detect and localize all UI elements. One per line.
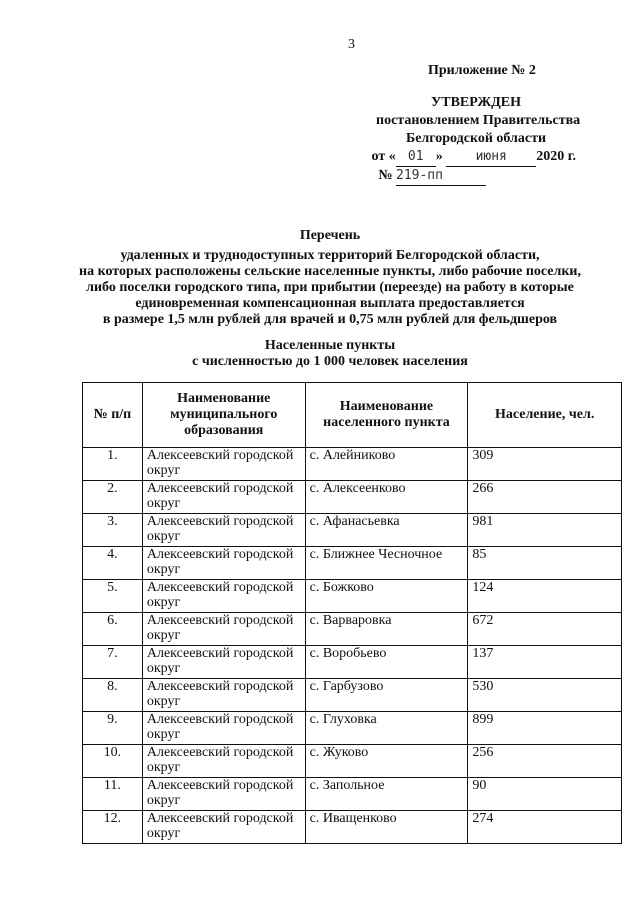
date-year: 2020 г.: [536, 149, 576, 164]
cell-number: 3.: [83, 514, 143, 547]
cell-number: 12.: [83, 811, 143, 844]
table-subtitle: [40, 338, 620, 370]
cell-municipality: Алексеевский городской округ: [142, 811, 305, 844]
cell-number: 9.: [83, 712, 143, 745]
document-title: [40, 228, 620, 328]
header-number: № п/п: [83, 383, 143, 448]
approval-line1: постановлением Правительства: [376, 113, 581, 128]
settlements-table: [82, 382, 622, 844]
title-line: Перечень: [299, 228, 361, 243]
header-settlement: Наименование населенного пункта: [305, 383, 468, 448]
cell-number: 10.: [83, 745, 143, 778]
cell-municipality: Алексеевский городской округ: [142, 778, 305, 811]
approval-date: [276, 148, 576, 167]
cell-settlement: с. Воробьево: [305, 646, 468, 679]
cell-population: 672: [468, 613, 622, 646]
cell-number: 5.: [83, 580, 143, 613]
table-header-row: [83, 383, 622, 448]
cell-population: 256: [468, 745, 622, 778]
table-row: [83, 811, 622, 844]
decree-number: 219-пп: [396, 167, 486, 186]
cell-population: 266: [468, 481, 622, 514]
cell-settlement: с. Гарбузово: [305, 679, 468, 712]
cell-municipality: Алексеевский городской округ: [142, 613, 305, 646]
date-prefix: от «: [371, 149, 396, 164]
cell-settlement: с. Варваровка: [305, 613, 468, 646]
cell-population: 124: [468, 580, 622, 613]
cell-settlement: с. Алексеенково: [305, 481, 468, 514]
table-row: [83, 646, 622, 679]
cell-number: 1.: [83, 448, 143, 481]
table-row: [83, 745, 622, 778]
title-line: удаленных и труднодоступных территорий Белгородской области,: [120, 248, 540, 263]
cell-settlement: с. Запольное: [305, 778, 468, 811]
cell-number: 6.: [83, 613, 143, 646]
approval-heading: УТВЕРЖДЕН: [430, 95, 522, 110]
date-month: июня: [446, 148, 536, 167]
cell-municipality: Алексеевский городской округ: [142, 481, 305, 514]
number-prefix: №: [378, 168, 393, 183]
cell-population: 899: [468, 712, 622, 745]
subtitle-line: с численностью до 1 000 человек населения: [192, 354, 468, 369]
date-day: 01: [396, 148, 436, 167]
table-row: [83, 547, 622, 580]
cell-settlement: с. Иващенково: [305, 811, 468, 844]
table-row: [83, 778, 622, 811]
cell-population: 530: [468, 679, 622, 712]
cell-municipality: Алексеевский городской округ: [142, 646, 305, 679]
cell-settlement: с. Жуково: [305, 745, 468, 778]
cell-municipality: Алексеевский городской округ: [142, 580, 305, 613]
table-row: [83, 448, 622, 481]
cell-settlement: с. Афанасьевка: [305, 514, 468, 547]
cell-settlement: с. Ближнее Чесночное: [305, 547, 468, 580]
cell-number: 11.: [83, 778, 143, 811]
table-row: [83, 514, 622, 547]
cell-settlement: с. Божково: [305, 580, 468, 613]
cell-number: 8.: [83, 679, 143, 712]
table-row: [83, 481, 622, 514]
table-body: [83, 448, 622, 844]
cell-population: 309: [468, 448, 622, 481]
table-row: [83, 679, 622, 712]
cell-municipality: Алексеевский городской округ: [142, 547, 305, 580]
subtitle-line: Населенные пункты: [264, 338, 396, 353]
page-number: 3: [348, 37, 355, 52]
title-line: на которых расположены сельские населенные пункты, либо рабочие поселки,: [79, 264, 581, 279]
cell-municipality: Алексеевский городской округ: [142, 712, 305, 745]
header-municipality: Наименование муниципального образования: [142, 383, 305, 448]
approval-line2: Белгородской области: [405, 131, 547, 146]
table-row: [83, 613, 622, 646]
title-line: единовременная компенсационная выплата предоставляется: [135, 296, 525, 311]
cell-municipality: Алексеевский городской округ: [142, 745, 305, 778]
date-day-close: »: [435, 149, 443, 164]
cell-population: 90: [468, 778, 622, 811]
cell-number: 7.: [83, 646, 143, 679]
appendix-label: Приложение № 2: [428, 63, 536, 78]
cell-population: 981: [468, 514, 622, 547]
table-row: [83, 580, 622, 613]
cell-municipality: Алексеевский городской округ: [142, 448, 305, 481]
cell-number: 2.: [83, 481, 143, 514]
cell-settlement: с. Алейниково: [305, 448, 468, 481]
table-row: [83, 712, 622, 745]
cell-municipality: Алексеевский городской округ: [142, 514, 305, 547]
cell-number: 4.: [83, 547, 143, 580]
cell-municipality: Алексеевский городской округ: [142, 679, 305, 712]
header-population: Население, чел.: [468, 383, 622, 448]
cell-settlement: с. Глуховка: [305, 712, 468, 745]
approval-number: [276, 167, 486, 186]
approval-block: [276, 94, 581, 186]
cell-population: 137: [468, 646, 622, 679]
title-line: в размере 1,5 млн рублей для врачей и 0,75 млн рублей для фельдшеров: [102, 312, 558, 327]
cell-population: 85: [468, 547, 622, 580]
cell-population: 274: [468, 811, 622, 844]
title-line: либо поселки городского типа, при прибытии (переезде) на работу в которые: [86, 280, 574, 295]
